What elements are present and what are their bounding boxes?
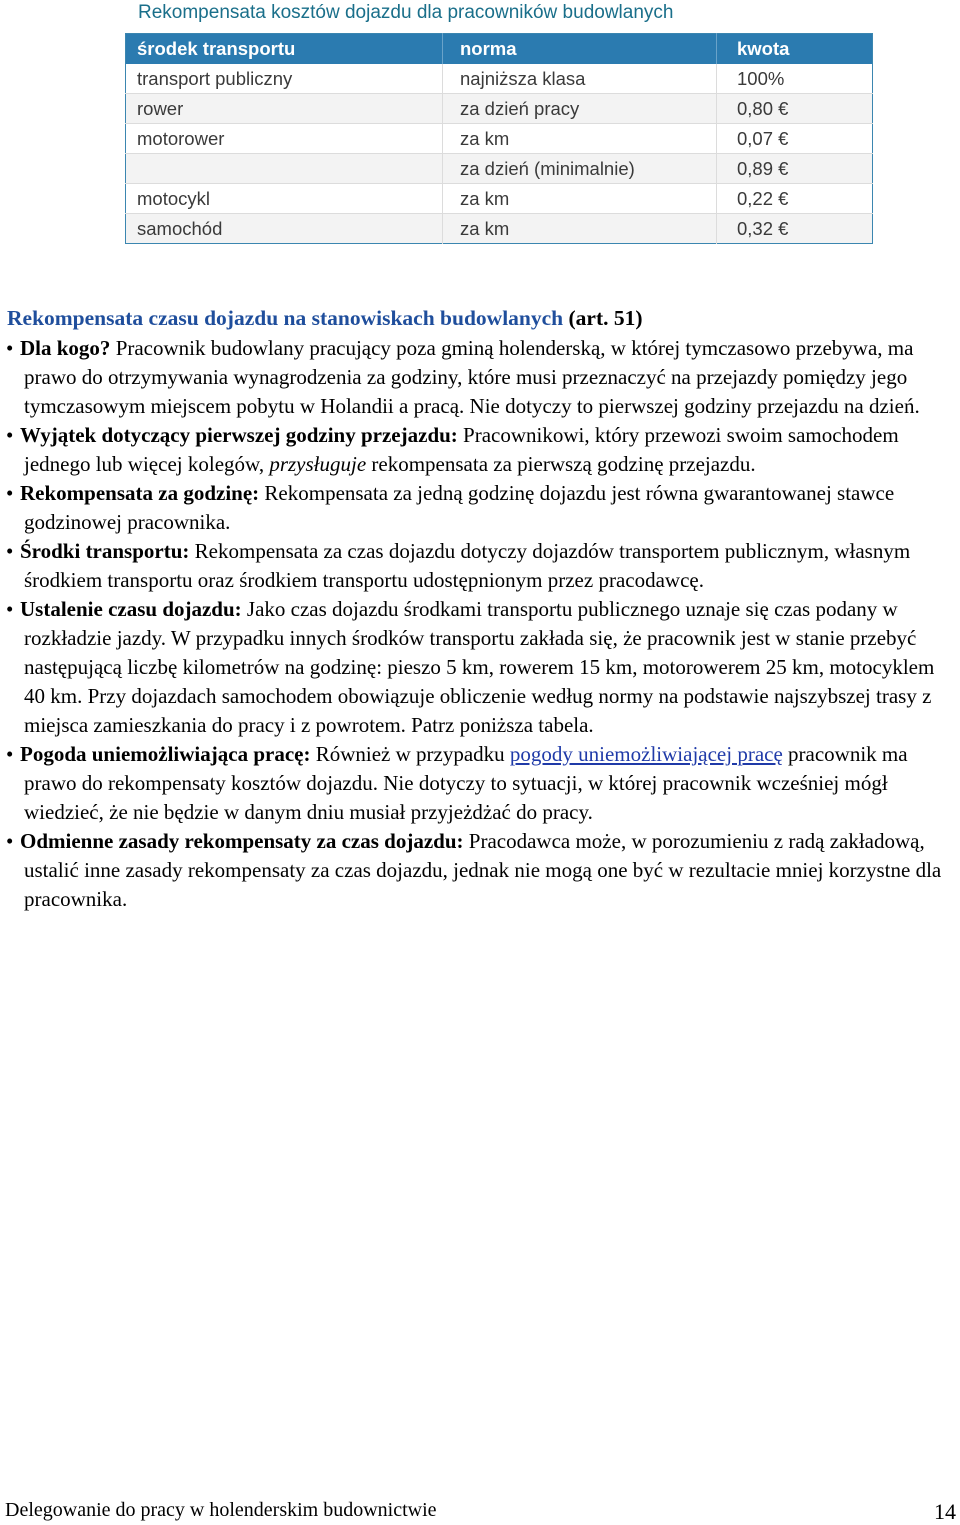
cell-amount: 0,89 € <box>717 154 873 184</box>
bullet-first-hour-exception <box>6 421 946 479</box>
bullet-label: Rekompensata za godzinę: <box>20 481 260 505</box>
footer-title: Delegowanie do pracy w holenderskim budownictwie <box>5 1499 437 1521</box>
header-transport: środek transportu <box>126 34 443 65</box>
header-amount: kwota <box>717 34 873 65</box>
header-norm: norma <box>443 34 717 65</box>
bullet-label: Wyjątek dotyczący pierwszej godziny przejazdu: <box>20 423 458 447</box>
bullet-dot: • <box>6 423 14 447</box>
cell-transport: motocykl <box>126 184 443 214</box>
cell-transport: samochód <box>126 214 443 244</box>
bullet-list <box>6 334 946 914</box>
bullet-dot: • <box>6 336 14 360</box>
bullet-label: Odmienne zasady rekompensaty za czas dojazdu: <box>20 829 464 853</box>
cell-amount: 0,80 € <box>717 94 873 124</box>
bullet-text: Rekompensata za jedną godzinę dojazdu jest równa gwarantowanej stawce godzinowej pracownika. <box>24 481 895 534</box>
bad-weather-link[interactable]: pogody uniemożliwiającej pracę <box>509 742 783 766</box>
transport-cost-table <box>125 33 873 244</box>
cell-transport: motorower <box>126 124 443 154</box>
bullet-text: Również w przypadku <box>310 742 510 766</box>
cell-norm: za dzień pracy <box>443 94 717 124</box>
bullet-text: Pracownik budowlany pracujący poza gminą holenderską, w której tymczasowo przebywa, ma prawo do otrzymywania wynagrodzenia za godziny, które musi przeznaczyć na przejazdy pomiędzy jego tymczasowym miejscem pobytu w Holandii a pracą. Nie dotyczy to pierwszej godziny przejazdu na dzień. <box>24 336 920 418</box>
bullet-text: Rekompensata za czas dojazdu dotyczy dojazdów transportem publicznym, własnym środkiem transportu oraz środkiem transportu udostępnionym przez pracodawcę. <box>24 539 911 592</box>
bullet-bad-weather <box>6 740 946 827</box>
bullet-dot: • <box>6 597 14 621</box>
bullet-who <box>6 334 946 421</box>
bullet-dot: • <box>6 742 14 766</box>
cell-norm: za dzień (minimalnie) <box>443 154 717 184</box>
section-title: Rekompensata czasu dojazdu na stanowiskach budowlanych <box>7 306 564 330</box>
bullet-text: Pracownikowi, który przewozi swoim samochodem jednego lub więcej kolegów, <box>24 423 899 476</box>
bullet-alternative-rules <box>6 827 946 914</box>
cell-transport: transport publiczny <box>126 64 443 94</box>
table-row <box>126 124 873 154</box>
bullet-text: rekompensata za pierwszą godzinę przejazdu. <box>366 452 756 476</box>
bullet-dot: • <box>6 829 14 853</box>
article-reference: (art. 51) <box>568 306 643 330</box>
bullet-travel-time <box>6 595 946 740</box>
table-header-row <box>126 34 873 65</box>
section-heading <box>7 306 643 331</box>
cell-norm: najniższa klasa <box>443 64 717 94</box>
bullet-label: Pogoda uniemożliwiająca pracę: <box>20 742 311 766</box>
bullet-label: Dla kogo? <box>20 336 111 360</box>
bullet-hourly-rate <box>6 479 946 537</box>
cell-amount: 0,32 € <box>717 214 873 244</box>
table-row <box>126 154 873 184</box>
cell-norm: za km <box>443 124 717 154</box>
table-row <box>126 184 873 214</box>
bullet-dot: • <box>6 539 14 563</box>
bullet-label: Środki transportu: <box>20 539 190 563</box>
cell-norm: za km <box>443 214 717 244</box>
cell-amount: 0,07 € <box>717 124 873 154</box>
bullet-label: Ustalenie czasu dojazdu: <box>20 597 242 621</box>
table-row <box>126 214 873 244</box>
cell-amount: 100% <box>717 64 873 94</box>
bullet-dot: • <box>6 481 14 505</box>
cell-norm: za km <box>443 184 717 214</box>
cell-transport: rower <box>126 94 443 124</box>
bullet-text: Jako czas dojazdu środkami transportu publicznego uznaje się czas podany w rozkładzie jazdy. W przypadku innych środków transportu zakłada się, że pracownik jest w stanie przebyć następującą liczbę kilometrów na godzinę: pieszo 5 km, rowerem 15 km, motorowerem 25 km, motocyklem 40 km. Przy dojazdach samochodem obowiązuje obliczenie według normy na podstawie najszybszej trasy z miejsca zamieszkania do pracy i z powrotem. Patrz poniższa tabela. <box>24 597 935 737</box>
table-row <box>126 94 873 124</box>
table-caption: Rekompensata kosztów dojazdu dla pracowników budowlanych <box>138 2 674 23</box>
table-row <box>126 64 873 94</box>
cell-transport <box>126 154 443 184</box>
bullet-text: Pracodawca może, w porozumieniu z radą zakładową, ustalić inne zasady rekompensaty za czas dojazdu, jednak nie mogą one być w rezultacie mniej korzystne dla pracownika. <box>24 829 942 911</box>
bullet-italic-text: przysługuje <box>269 452 367 476</box>
bullet-text: pracownik ma prawo do rekompensaty kosztów dojazdu. Nie dotyczy to sytuacji, w której pracownik wcześniej mógł wiedzieć, że nie będzie w danym dniu musiał przyjeżdżać do pracy. <box>24 742 908 824</box>
page-number: 14 <box>934 1499 956 1524</box>
bullet-transport-means <box>6 537 946 595</box>
cell-amount: 0,22 € <box>717 184 873 214</box>
